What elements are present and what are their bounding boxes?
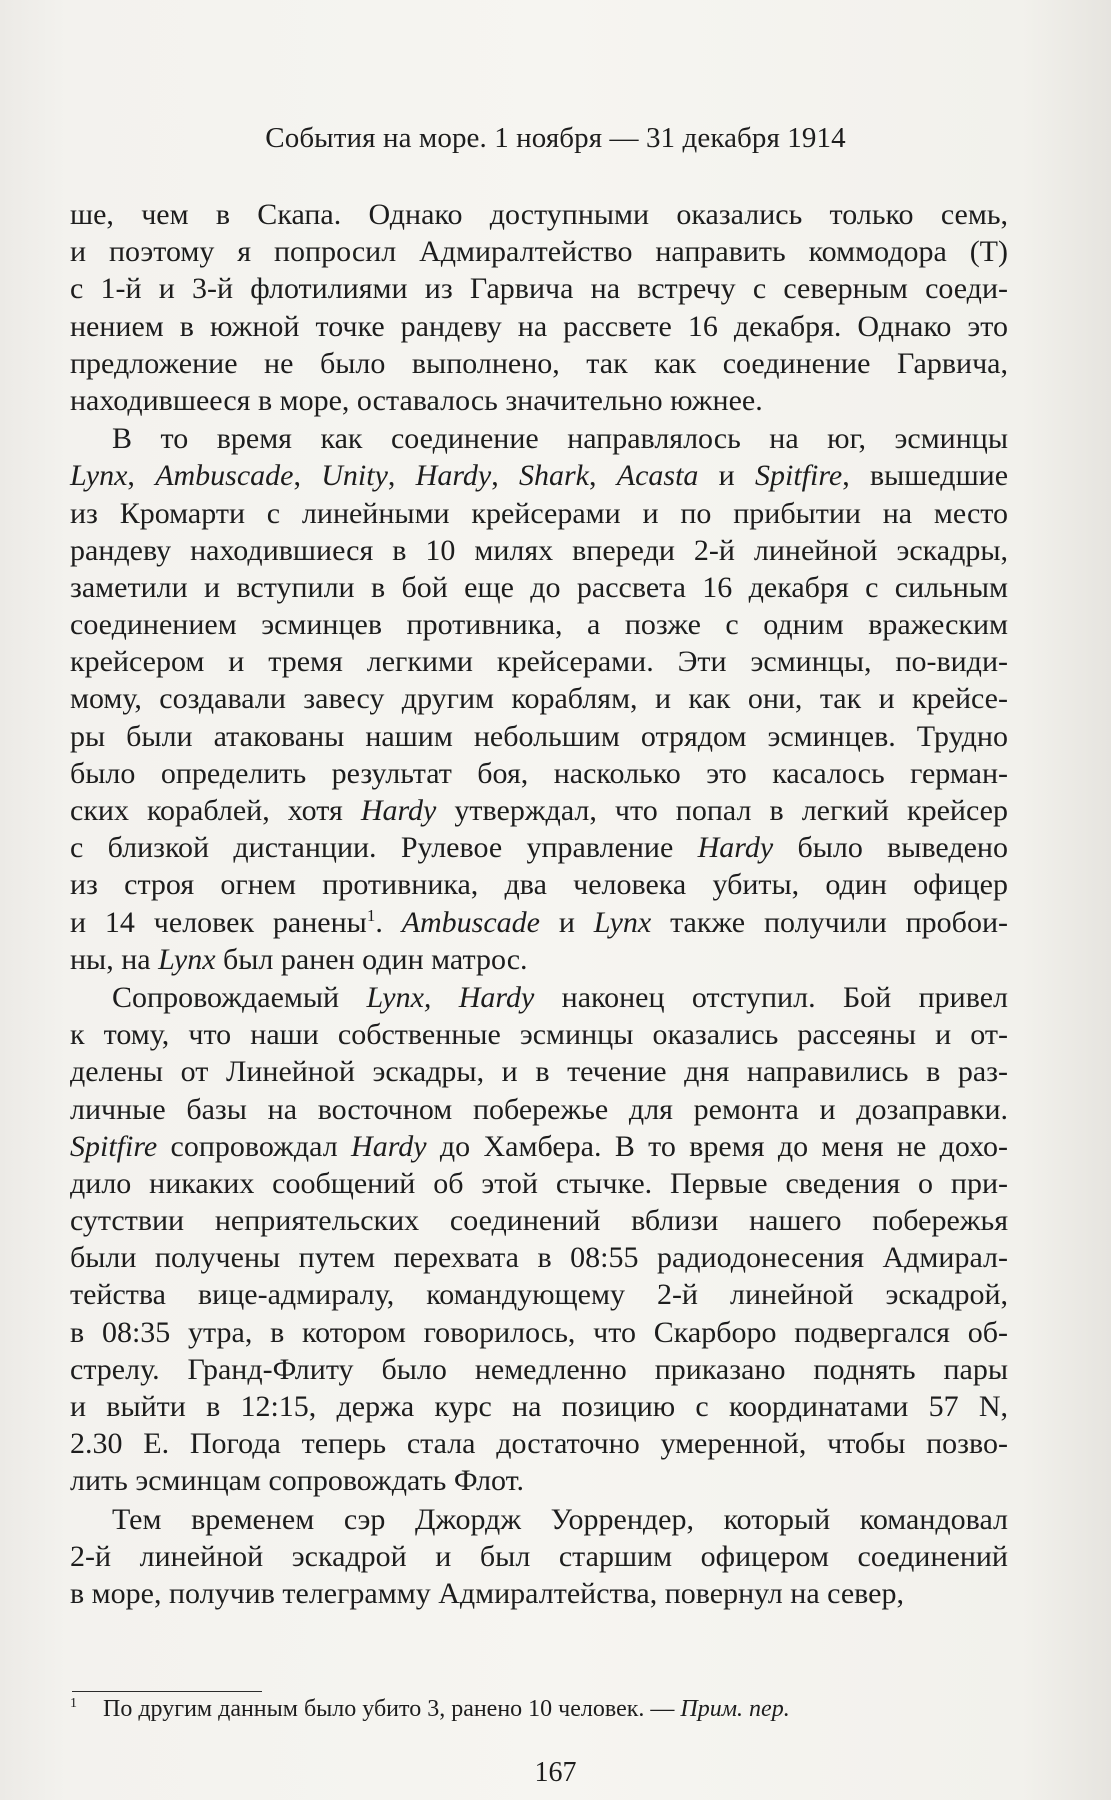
text-segment: ,: [387, 459, 416, 493]
text-line: [70, 1425, 1008, 1462]
page-number: 167: [534, 1757, 577, 1788]
text-segment: лить эсминцам сопровождать Флот.: [70, 1464, 524, 1498]
footnote-divider: [72, 1691, 262, 1692]
text-segment: до Хамбера. В то время до меня не дохо-: [426, 1129, 1009, 1163]
text-line: [70, 495, 1008, 532]
paragraph: [70, 196, 1008, 419]
text-segment: 2.30 E. Погода теперь стала достаточно умеренной, чтобы позво-: [70, 1427, 1008, 1461]
text-segment: ны, на: [70, 942, 159, 976]
text-line: [70, 606, 1008, 643]
ship-name: Hardy: [415, 459, 492, 493]
text-segment: ,: [293, 459, 322, 493]
text-line: [70, 1538, 1008, 1575]
text-segment: заметили и вступили в бой еще до рассвета 16 декабря с сильным: [70, 570, 1008, 604]
text-line: [70, 196, 1008, 233]
ship-name: Unity: [321, 459, 388, 493]
text-segment: ,: [491, 459, 519, 493]
text-segment: к тому, что наши собственные эсминцы оказались рассеяны и от-: [70, 1018, 1008, 1052]
paragraph: [70, 420, 1008, 978]
text-segment: предложение не было выполнено, так как соединение Гарвича,: [70, 346, 1008, 380]
text-line: [70, 1462, 1008, 1499]
text-segment: Сопровождаемый: [112, 980, 367, 1014]
text-segment: было выведено: [773, 831, 1008, 865]
text-segment: также получили пробои-: [651, 905, 1008, 939]
text-segment: делены от Линейной эскадры, и в течение дня направились в раз-: [70, 1055, 1008, 1089]
ship-name: Shark: [518, 459, 589, 493]
text-segment: в 08:35 утра, в котором говорилось, что Скарборо подвергался об-: [70, 1315, 1008, 1349]
text-segment: дило никаких сообщений об этой стычке. Первые сведения о при-: [70, 1166, 1008, 1200]
text-line: [70, 1091, 1008, 1128]
text-segment: ры были атакованы нашим небольшим отрядом эсминцев. Трудно: [70, 719, 1008, 753]
text-segment: В то время как соединение направлялось на юг, эсминцы: [112, 422, 1008, 456]
ship-name: Hardy: [351, 1129, 427, 1163]
text-segment: соединением эсминцев противника, а позже с одним вражеским: [70, 608, 1008, 642]
ship-name: Hardy: [360, 794, 437, 827]
ship-name: Acasta: [616, 459, 699, 493]
text-line: [70, 308, 1008, 345]
text-line: [70, 1128, 1008, 1165]
text-line: [70, 718, 1008, 755]
text-segment: находившееся в море, оставалось значительно южнее.: [70, 383, 763, 417]
text-segment: из строя огнем противника, два человека убиты, один офицер: [70, 868, 1008, 902]
text-line: [70, 680, 1008, 717]
text-segment: мому, создавали завесу другим кораблям, и как они, так и крейсе-: [70, 682, 1008, 716]
text-line: [70, 904, 1008, 941]
text-segment: личные базы на восточном побережье для ремонта и дозаправки.: [70, 1092, 1008, 1126]
text-line: [70, 1239, 1008, 1276]
text-line: [70, 643, 1008, 680]
text-segment: были получены путем перехвата в 08:55 радиодонесения Адмирал-: [70, 1241, 1008, 1275]
text-segment: с 1-й и 3-й флотилиями из Гарвича на встречу с северным соеди-: [70, 272, 1008, 306]
text-segment: из Кромарти с линейными крейсерами и по прибытии на место: [70, 496, 1008, 530]
paragraph: [70, 1501, 1008, 1613]
ship-name: Spitfire: [70, 1129, 158, 1163]
text-line: [70, 1351, 1008, 1388]
text-line: [70, 979, 1008, 1016]
text-line: [70, 792, 1008, 829]
text-line: [70, 1276, 1008, 1313]
text-segment: и выйти в 12:15, держа курс на позицию с координатами 57 N,: [70, 1390, 1008, 1423]
text-line: [70, 532, 1008, 569]
footnote: [70, 1694, 1008, 1724]
text-line: [70, 1388, 1008, 1425]
ship-name: Ambuscade: [155, 459, 294, 493]
text-line: [70, 755, 1008, 792]
text-line: [70, 457, 1008, 494]
text-segment: ше, чем в Скапа. Однако доступными оказались только семь,: [70, 198, 1008, 231]
text-segment: наконец отступил. Бой привел: [534, 980, 1008, 1014]
text-segment: рандеву находившиеся в 10 милях впереди 2-й линейной эскадры,: [70, 533, 1008, 567]
paragraph: [70, 979, 1008, 1500]
text-segment: крейсером и тремя легкими крейсерами. Эти эсминцы, по-види-: [70, 645, 1008, 679]
text-line: [70, 569, 1008, 606]
text-line: [70, 233, 1008, 270]
footnote-note: Прим. пер.: [680, 1696, 790, 1722]
text-segment: ,: [588, 459, 617, 493]
text-line: [70, 420, 1008, 457]
footnote-text: По другим данным было убито 3, ранено 10 человек. —: [103, 1696, 681, 1722]
text-segment: и: [539, 905, 594, 939]
text-segment: Тем временем сэр Джордж Уоррендер, который командовал: [112, 1502, 1008, 1536]
text-segment: было определить результат боя, насколько это касалось герман-: [70, 756, 1008, 790]
ship-name: Lynx: [158, 942, 216, 976]
text-line: [70, 382, 1008, 419]
text-segment: сопровождал: [157, 1129, 352, 1163]
ship-name: Ambuscade: [401, 905, 540, 939]
text-segment: был ранен один матрос.: [215, 942, 528, 976]
text-line: [70, 941, 1008, 978]
text-line: [70, 345, 1008, 382]
text-line: [70, 270, 1008, 307]
ship-name: Lynx: [70, 459, 128, 493]
text-segment: тейства вице-адмиралу, командующему 2-й линейной эскадрой,: [70, 1278, 1008, 1312]
text-segment: , вышедшие: [842, 459, 1009, 493]
text-line: [70, 829, 1008, 866]
text-segment: и 14 человек ранены: [70, 905, 367, 939]
text-line: [70, 1016, 1008, 1053]
text-segment: 2-й линейной эскадрой и был старшим офицером соединений: [70, 1539, 1008, 1573]
text-segment: и поэтому я попросил Адмиралтейство направить коммодора (T): [70, 235, 1008, 269]
ship-name: Hardy: [697, 831, 774, 865]
ship-name: Lynx: [593, 905, 652, 939]
text-line: [70, 1314, 1008, 1351]
running-header: События на море. 1 ноября — 31 декабря 1914: [265, 122, 846, 154]
text-line: [70, 1053, 1008, 1090]
footnote-marker: 1: [70, 1696, 77, 1711]
body-text: [70, 196, 1008, 1612]
text-line: [70, 1165, 1008, 1202]
text-segment: нением в южной точке рандеву на рассвете 16 декабря. Однако это: [70, 309, 1008, 343]
text-line: [70, 1575, 1008, 1612]
text-segment: и: [698, 459, 755, 493]
text-segment: в море, получив телеграмму Адмиралтейства, повернул на север,: [70, 1576, 904, 1610]
text-segment: ских кораблей, хотя: [70, 794, 361, 827]
text-segment: утверждал, что попал в легкий крейсер: [436, 794, 1008, 827]
text-segment: ,: [127, 459, 156, 493]
text-line: [70, 1501, 1008, 1538]
footnote-reference: 1: [366, 905, 376, 925]
text-segment: стрелу. Гранд-Флиту было немедленно приказано поднять пары: [70, 1352, 1008, 1386]
text-line: [70, 1202, 1008, 1239]
text-segment: сутствии неприятельских соединений вблизи нашего побережья: [70, 1204, 1008, 1238]
ship-name: Lynx, Hardy: [366, 980, 535, 1014]
text-segment: с близкой дистанции. Рулевое управление: [70, 831, 698, 865]
text-line: [70, 866, 1008, 903]
ship-name: Spitfire: [754, 459, 843, 493]
text-segment: .: [375, 905, 402, 939]
